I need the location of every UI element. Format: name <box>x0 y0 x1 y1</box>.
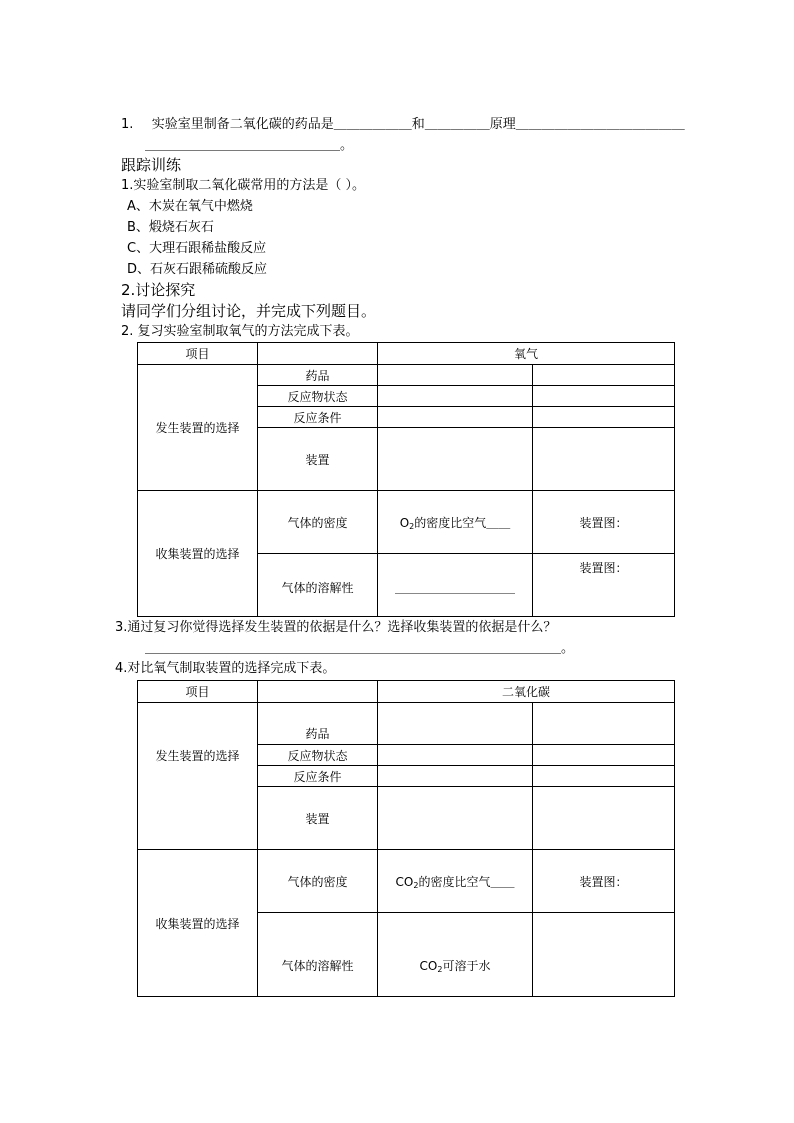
density-text: 的密度比空气＿＿ <box>414 515 511 530</box>
q1-blank-b[interactable]: ＿＿＿＿＿ <box>424 117 490 132</box>
answer-cell[interactable] <box>533 766 675 787</box>
header-gas: 氧气 <box>378 343 675 365</box>
q1-line-2 <box>145 138 353 154</box>
q2-text: 2. 复习实验室制取氧气的方法完成下表。 <box>121 324 359 339</box>
col-label: 收集装置的选择 <box>138 850 258 997</box>
option-d: D、石灰石跟稀硫酸反应 <box>127 262 268 277</box>
header-item: 项目 <box>138 343 258 365</box>
answer-cell[interactable] <box>533 407 675 428</box>
discussion-intro: 请同学们分组讨论，并完成下列题目。 <box>121 302 377 320</box>
table-row <box>138 703 675 745</box>
solubility-text: 可溶于水 <box>442 959 491 973</box>
solubility-subscript: 2 <box>437 965 443 974</box>
q3-text: 3.通过复习你觉得选择发生装置的依据是什么？选择收集装置的依据是什么？ <box>115 620 557 635</box>
q1-number: 1. <box>121 117 134 132</box>
row-label: 装置 <box>258 787 378 850</box>
row-label: 反应条件 <box>258 766 378 787</box>
density-subscript: 2 <box>409 521 415 531</box>
oxygen-table <box>137 342 675 617</box>
option-b: B、煅烧石灰石 <box>127 220 214 235</box>
diagram-cell[interactable]: 装置图： <box>533 491 675 554</box>
q1-blank-a[interactable]: ＿＿＿＿＿＿ <box>333 117 412 132</box>
density-cell[interactable] <box>378 850 533 913</box>
co2-table <box>137 680 675 997</box>
row-label: 装置 <box>258 428 378 491</box>
density-label: 气体的密度 <box>258 850 378 913</box>
answer-cell[interactable] <box>378 766 533 787</box>
answer-cell[interactable] <box>533 787 675 850</box>
density-formula: CO <box>395 874 414 889</box>
answer-cell[interactable] <box>533 386 675 407</box>
table-row <box>138 681 675 703</box>
row-label: 反应条件 <box>258 407 378 428</box>
row-label: 反应物状态 <box>258 386 378 407</box>
col-label: 收集装置的选择 <box>138 491 258 617</box>
density-cell[interactable] <box>378 491 533 554</box>
answer-cell[interactable] <box>533 703 675 745</box>
density-subscript: 2 <box>413 880 419 890</box>
q1-blank-d[interactable]: ＿＿＿＿＿＿＿＿＿＿＿＿＿＿＿ <box>145 138 341 153</box>
discussion-heading: 2.讨论探究 <box>121 281 196 299</box>
q3-line-2 <box>145 641 574 657</box>
q1-period: 。 <box>340 138 354 153</box>
solubility-label: 气体的溶解性 <box>258 554 378 617</box>
answer-cell[interactable] <box>378 386 533 407</box>
row-label: 药品 <box>258 365 378 386</box>
option-c: C、大理石跟稀盐酸反应 <box>127 241 267 256</box>
tracking-heading: 跟踪训练 <box>121 156 182 174</box>
answer-cell[interactable] <box>378 787 533 850</box>
diagram-cell[interactable]: 装置图： <box>533 554 675 617</box>
q1-principle: 原理 <box>489 117 516 132</box>
answer-cell[interactable] <box>533 745 675 766</box>
q1-prefix: 实验室里制备二氧化碳的药品是 <box>151 117 334 132</box>
answer-cell[interactable] <box>378 703 533 745</box>
answer-cell[interactable] <box>533 428 675 491</box>
q4-text: 4.对比氧气制取装置的选择完成下表。 <box>115 661 336 676</box>
table-row <box>138 491 675 554</box>
answer-cell[interactable] <box>378 428 533 491</box>
answer-cell[interactable] <box>378 365 533 386</box>
density-label: 气体的密度 <box>258 491 378 554</box>
table-row <box>138 343 675 365</box>
table-row <box>138 365 675 386</box>
diagram-cell[interactable] <box>533 913 675 997</box>
header-gas: 二氧化碳 <box>378 681 675 703</box>
gen-label: 发生装置的选择 <box>138 703 258 850</box>
answer-cell[interactable] <box>533 365 675 386</box>
q1-and: 和 <box>411 117 425 132</box>
row-label: 反应物状态 <box>258 745 378 766</box>
q3-blank[interactable]: ＿＿＿＿＿＿＿＿＿＿＿＿＿＿＿＿＿＿＿＿＿＿＿＿＿＿＿＿＿＿＿＿ <box>145 641 562 656</box>
header-item: 项目 <box>138 681 258 703</box>
table-row <box>138 850 675 913</box>
q1-line <box>121 117 685 133</box>
gen-label: 发生装置的选择 <box>138 365 258 491</box>
solubility-blank[interactable]: ＿＿＿＿＿＿＿＿＿＿ <box>378 554 533 617</box>
solubility-cell <box>378 913 533 997</box>
solubility-label: 气体的溶解性 <box>258 913 378 997</box>
q3-period: 。 <box>561 641 575 656</box>
density-text: 的密度比空气＿＿ <box>418 874 515 889</box>
density-formula: O <box>399 515 410 530</box>
header-blank <box>258 343 378 365</box>
tracking-question: 1.实验室制取二氧化碳常用的方法是（ ）。 <box>121 178 366 193</box>
solubility-formula: CO <box>419 959 438 973</box>
row-label: 药品 <box>258 703 378 745</box>
answer-cell[interactable] <box>378 407 533 428</box>
answer-cell[interactable] <box>378 745 533 766</box>
q1-blank-c[interactable]: ＿＿＿＿＿＿＿＿＿＿＿＿＿ <box>515 117 685 132</box>
option-a: A、木炭在氧气中燃烧 <box>127 199 253 214</box>
header-blank <box>258 681 378 703</box>
diagram-cell[interactable]: 装置图： <box>533 850 675 913</box>
